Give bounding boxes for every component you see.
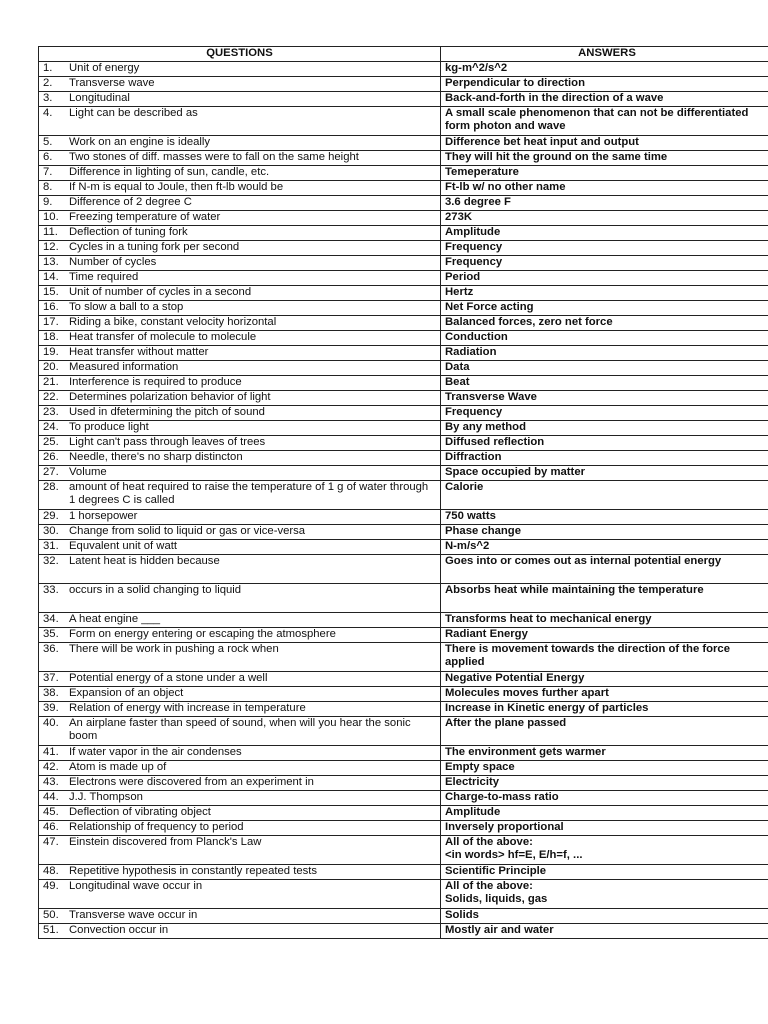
table-row: [39, 880, 768, 909]
question-text: J.J. Thompson: [69, 791, 143, 803]
question-number: 32.: [43, 555, 59, 567]
question-text: Riding a bike, constant velocity horizontal: [69, 316, 277, 328]
question-number: 51.: [43, 924, 59, 936]
question-text: Deflection of vibrating object: [69, 806, 211, 818]
qa-table-body: [39, 62, 768, 939]
table-row: [39, 151, 768, 166]
table-row: [39, 316, 768, 331]
question-number: 18.: [43, 331, 59, 343]
question-number: 29.: [43, 510, 59, 522]
answer-cell: Charge-to-mass ratio: [441, 791, 768, 806]
answer-cell: Increase in Kinetic energy of particles: [441, 702, 768, 717]
question-cell: [39, 924, 441, 939]
question-number: 11.: [43, 226, 58, 238]
answer-cell: After the plane passed: [441, 717, 768, 746]
question-text: Einstein discovered from Planck's Law: [69, 836, 262, 848]
question-number: 27.: [43, 466, 59, 478]
table-row: [39, 92, 768, 107]
question-cell: [39, 836, 441, 865]
table-row: [39, 510, 768, 525]
question-number: 31.: [43, 540, 59, 552]
question-number: 50.: [43, 909, 59, 921]
question-cell: [39, 316, 441, 331]
answer-cell: Period: [441, 271, 768, 286]
question-text: Heat transfer of molecule to molecule: [69, 331, 257, 343]
table-header-row: [39, 47, 768, 62]
table-row: [39, 421, 768, 436]
question-text: To produce light: [69, 421, 149, 433]
answer-cell: Negative Potential Energy: [441, 672, 768, 687]
question-text: Transverse wave occur in: [69, 909, 198, 921]
question-text: Change from solid to liquid or gas or vice-versa: [69, 525, 306, 537]
question-cell: [39, 540, 441, 555]
answer-cell: Perpendicular to direction: [441, 77, 768, 92]
answer-cell: Back-and-forth in the direction of a wave: [441, 92, 768, 107]
question-text: There will be work in pushing a rock when: [69, 643, 279, 655]
table-row: [39, 346, 768, 361]
answer-cell: Net Force acting: [441, 301, 768, 316]
question-text: To slow a ball to a stop: [69, 301, 184, 313]
table-row: [39, 166, 768, 181]
question-cell: [39, 421, 441, 436]
question-number: 38.: [43, 687, 59, 699]
answer-cell: Ft-lb w/ no other name: [441, 181, 768, 196]
table-row: [39, 256, 768, 271]
question-cell: [39, 481, 441, 510]
question-number: 28.: [43, 481, 59, 493]
question-cell: [39, 555, 441, 584]
answer-cell: Radiation: [441, 346, 768, 361]
question-cell: [39, 211, 441, 226]
answer-cell: Balanced forces, zero net force: [441, 316, 768, 331]
answer-cell: Calorie: [441, 481, 768, 510]
answer-cell: Conduction: [441, 331, 768, 346]
question-number: 49.: [43, 880, 59, 892]
question-number: 8.: [43, 181, 53, 193]
answer-cell: All of the above: Solids, liquids, gas: [441, 880, 768, 909]
question-cell: [39, 286, 441, 301]
table-row: [39, 865, 768, 880]
question-text: Repetitive hypothesis in constantly repeated tests: [69, 865, 318, 877]
answer-cell: Radiant Energy: [441, 628, 768, 643]
answer-cell: Absorbs heat while maintaining the temperature: [441, 584, 768, 613]
question-text: Difference of 2 degree C: [69, 196, 192, 208]
table-row: [39, 613, 768, 628]
answer-cell: 750 watts: [441, 510, 768, 525]
question-number: 6.: [43, 151, 53, 163]
table-row: [39, 466, 768, 481]
table-row: [39, 821, 768, 836]
question-cell: [39, 776, 441, 791]
question-number: 17.: [43, 316, 59, 328]
answer-cell: Scientific Principle: [441, 865, 768, 880]
table-row: [39, 62, 768, 77]
table-row: [39, 196, 768, 211]
question-cell: [39, 613, 441, 628]
question-text: Relationship of frequency to period: [69, 821, 244, 833]
question-number: 44.: [43, 791, 59, 803]
question-number: 20.: [43, 361, 59, 373]
table-row: [39, 806, 768, 821]
table-row: [39, 540, 768, 555]
question-text: Unit of energy: [69, 62, 140, 74]
question-cell: [39, 821, 441, 836]
answer-cell: Data: [441, 361, 768, 376]
table-row: [39, 211, 768, 226]
answer-cell: Mostly air and water: [441, 924, 768, 939]
question-cell: [39, 271, 441, 286]
question-cell: [39, 436, 441, 451]
question-text: Light can be described as: [69, 107, 198, 119]
question-number: 21.: [43, 376, 59, 388]
answer-cell: Molecules moves further apart: [441, 687, 768, 702]
question-cell: [39, 151, 441, 166]
question-number: 23.: [43, 406, 59, 418]
answer-cell: There is movement towards the direction of the force applied: [441, 643, 768, 672]
question-cell: [39, 406, 441, 421]
answer-cell: N-m/s^2: [441, 540, 768, 555]
question-cell: [39, 107, 441, 136]
question-number: 41.: [43, 746, 59, 758]
answer-cell: Phase change: [441, 525, 768, 540]
table-row: [39, 924, 768, 939]
question-text: Expansion of an object: [69, 687, 184, 699]
table-row: [39, 226, 768, 241]
question-number: 35.: [43, 628, 59, 640]
answer-cell: Inversely proportional: [441, 821, 768, 836]
question-number: 13.: [43, 256, 59, 268]
question-number: 45.: [43, 806, 59, 818]
table-row: [39, 628, 768, 643]
answer-cell: Hertz: [441, 286, 768, 301]
question-cell: [39, 510, 441, 525]
question-number: 47.: [43, 836, 59, 848]
question-number: 3.: [43, 92, 53, 104]
question-text: Transverse wave: [69, 77, 155, 89]
question-cell: [39, 331, 441, 346]
question-number: 36.: [43, 643, 59, 655]
question-number: 12.: [43, 241, 59, 253]
question-text: Equvalent unit of watt: [69, 540, 178, 552]
qa-table: [38, 46, 768, 939]
table-row: [39, 584, 768, 613]
question-cell: [39, 92, 441, 107]
question-text: Two stones of diff. masses were to fall on the same height: [69, 151, 359, 163]
answer-cell: Frequency: [441, 241, 768, 256]
question-text: Number of cycles: [69, 256, 157, 268]
question-text: Light can't pass through leaves of trees: [69, 436, 266, 448]
answer-cell: Difference bet heat input and output: [441, 136, 768, 151]
question-cell: [39, 77, 441, 92]
question-number: 14.: [43, 271, 59, 283]
question-text: Form on energy entering or escaping the atmosphere: [69, 628, 336, 640]
question-text: Potential energy of a stone under a well: [69, 672, 268, 684]
question-cell: [39, 525, 441, 540]
table-row: [39, 761, 768, 776]
question-number: 19.: [43, 346, 59, 358]
question-cell: [39, 672, 441, 687]
question-number: 10.: [43, 211, 59, 223]
question-text: Determines polarization behavior of light: [69, 391, 271, 403]
question-number: 9.: [43, 196, 53, 208]
question-text: amount of heat required to raise the temperature of 1 g of water through 1 degrees C is called: [69, 481, 429, 507]
table-row: [39, 643, 768, 672]
question-number: 2.: [43, 77, 53, 89]
question-text: If water vapor in the air condenses: [69, 746, 242, 758]
question-number: 7.: [43, 166, 53, 178]
answer-cell: A small scale phenomenon that can not be differentiated form photon and wave: [441, 107, 768, 136]
table-row: [39, 271, 768, 286]
table-row: [39, 717, 768, 746]
question-number: 37.: [43, 672, 59, 684]
question-text: Longitudinal: [69, 92, 130, 104]
question-cell: [39, 717, 441, 746]
question-cell: [39, 761, 441, 776]
question-text: 1 horsepower: [69, 510, 138, 522]
question-cell: [39, 346, 441, 361]
question-text: Atom is made up of: [69, 761, 167, 773]
table-row: [39, 286, 768, 301]
question-number: 40.: [43, 717, 59, 729]
question-cell: [39, 466, 441, 481]
answer-cell: All of the above: <in words> hf=E, E/h=f, ...: [441, 836, 768, 865]
questions-header: QUESTIONS: [39, 47, 441, 62]
answer-cell: Solids: [441, 909, 768, 924]
answer-cell: They will hit the ground on the same time: [441, 151, 768, 166]
answer-cell: Amplitude: [441, 806, 768, 821]
question-number: 43.: [43, 776, 59, 788]
table-row: [39, 107, 768, 136]
question-cell: [39, 62, 441, 77]
question-number: 22.: [43, 391, 59, 403]
table-row: [39, 406, 768, 421]
question-cell: [39, 181, 441, 196]
question-text: Measured information: [69, 361, 179, 373]
question-cell: [39, 909, 441, 924]
table-row: [39, 776, 768, 791]
question-number: 48.: [43, 865, 59, 877]
table-row: [39, 791, 768, 806]
table-row: [39, 525, 768, 540]
table-row: [39, 77, 768, 92]
answer-cell: Transverse Wave: [441, 391, 768, 406]
question-cell: [39, 687, 441, 702]
answer-cell: Empty space: [441, 761, 768, 776]
question-cell: [39, 361, 441, 376]
table-row: [39, 702, 768, 717]
table-row: [39, 241, 768, 256]
table-row: [39, 391, 768, 406]
table-row: [39, 672, 768, 687]
question-text: Volume: [69, 466, 107, 478]
answer-cell: 3.6 degree F: [441, 196, 768, 211]
answer-cell: Goes into or comes out as internal potential energy: [441, 555, 768, 584]
question-text: Relation of energy with increase in temperature: [69, 702, 306, 714]
question-text: A heat engine ___: [69, 613, 161, 625]
answer-cell: Frequency: [441, 406, 768, 421]
answer-cell: Amplitude: [441, 226, 768, 241]
question-text: occurs in a solid changing to liquid: [69, 584, 242, 596]
question-cell: [39, 628, 441, 643]
answer-cell: Diffraction: [441, 451, 768, 466]
question-number: 24.: [43, 421, 59, 433]
answer-cell: Electricity: [441, 776, 768, 791]
question-text: Latent heat is hidden because: [69, 555, 220, 567]
question-number: 15.: [43, 286, 59, 298]
question-cell: [39, 136, 441, 151]
question-cell: [39, 226, 441, 241]
question-number: 34.: [43, 613, 59, 625]
answer-cell: The environment gets warmer: [441, 746, 768, 761]
answer-cell: By any method: [441, 421, 768, 436]
question-text: Time required: [69, 271, 139, 283]
question-cell: [39, 391, 441, 406]
answer-cell: Beat: [441, 376, 768, 391]
question-cell: [39, 166, 441, 181]
question-cell: [39, 196, 441, 211]
question-text: Convection occur in: [69, 924, 169, 936]
table-row: [39, 136, 768, 151]
answer-cell: Frequency: [441, 256, 768, 271]
question-text: Electrons were discovered from an experiment in: [69, 776, 314, 788]
question-number: 26.: [43, 451, 59, 463]
question-cell: [39, 746, 441, 761]
qa-sheet: [38, 46, 768, 939]
table-row: [39, 555, 768, 584]
question-text: Cycles in a tuning fork per second: [69, 241, 240, 253]
table-row: [39, 746, 768, 761]
question-number: 4.: [43, 107, 53, 119]
question-text: Work on an engine is ideally: [69, 136, 211, 148]
answers-header: ANSWERS: [441, 47, 768, 62]
question-text: Used in dfetermining the pitch of sound: [69, 406, 265, 418]
question-number: 46.: [43, 821, 59, 833]
table-row: [39, 836, 768, 865]
question-cell: [39, 880, 441, 909]
question-number: 5.: [43, 136, 53, 148]
question-cell: [39, 702, 441, 717]
question-cell: [39, 301, 441, 316]
table-row: [39, 331, 768, 346]
question-number: 25.: [43, 436, 59, 448]
question-cell: [39, 643, 441, 672]
question-cell: [39, 256, 441, 271]
table-row: [39, 436, 768, 451]
question-cell: [39, 584, 441, 613]
table-row: [39, 376, 768, 391]
answer-cell: Transforms heat to mechanical energy: [441, 613, 768, 628]
question-text: Needle, there's no sharp distincton: [69, 451, 243, 463]
question-number: 42.: [43, 761, 59, 773]
question-text: If N-m is equal to Joule, then ft-lb would be: [69, 181, 284, 193]
question-cell: [39, 451, 441, 466]
question-cell: [39, 806, 441, 821]
answer-cell: Temeperature: [441, 166, 768, 181]
answer-cell: kg-m^2/s^2: [441, 62, 768, 77]
question-number: 33.: [43, 584, 59, 596]
answer-cell: Diffused reflection: [441, 436, 768, 451]
answer-cell: 273K: [441, 211, 768, 226]
table-row: [39, 361, 768, 376]
question-number: 16.: [43, 301, 59, 313]
table-row: [39, 481, 768, 510]
table-row: [39, 687, 768, 702]
question-text: Deflection of tuning fork: [69, 226, 188, 238]
question-number: 1.: [43, 62, 53, 74]
question-text: Unit of number of cycles in a second: [69, 286, 252, 298]
table-row: [39, 181, 768, 196]
table-row: [39, 451, 768, 466]
question-text: Freezing temperature of water: [69, 211, 221, 223]
question-cell: [39, 376, 441, 391]
table-row: [39, 301, 768, 316]
question-text: Longitudinal wave occur in: [69, 880, 203, 892]
question-cell: [39, 241, 441, 256]
question-text: An airplane faster than speed of sound, when will you hear the sonic boom: [69, 717, 411, 743]
question-text: Difference in lighting of sun, candle, etc.: [69, 166, 270, 178]
table-row: [39, 909, 768, 924]
question-number: 30.: [43, 525, 59, 537]
question-text: Heat transfer without matter: [69, 346, 209, 358]
question-number: 39.: [43, 702, 59, 714]
question-text: Interference is required to produce: [69, 376, 242, 388]
answer-cell: Space occupied by matter: [441, 466, 768, 481]
question-cell: [39, 791, 441, 806]
question-cell: [39, 865, 441, 880]
